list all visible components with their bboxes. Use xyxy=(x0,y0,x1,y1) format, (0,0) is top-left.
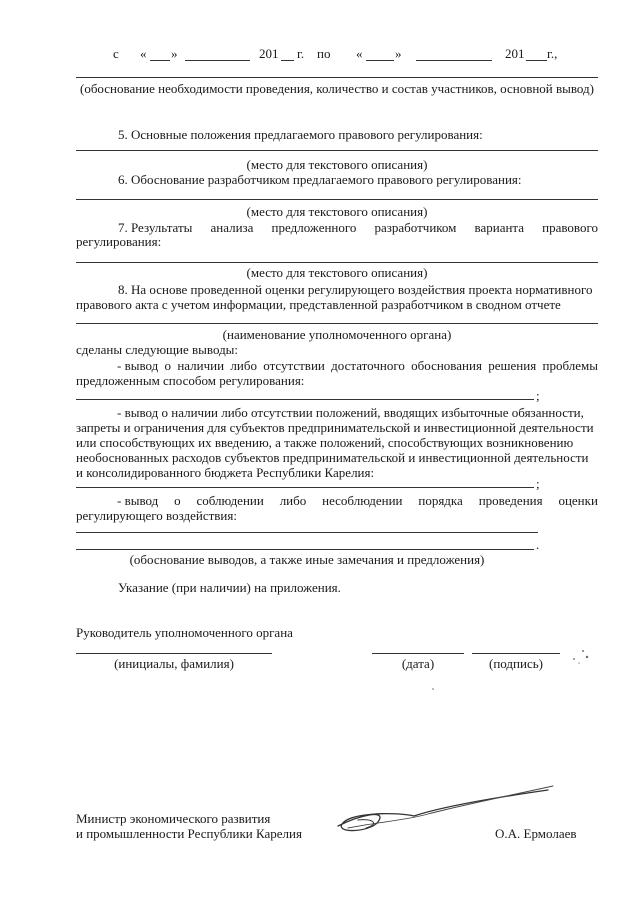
period-from-year-prefix: 201 xyxy=(259,46,279,61)
section-7-word: предложенного xyxy=(271,220,357,235)
conclusion-1-word: - вывод xyxy=(117,358,159,373)
conclusion-3-line-1 xyxy=(117,493,598,508)
section-5-line xyxy=(76,150,598,151)
period-from-day-blank xyxy=(150,60,170,61)
conclusion-1-word: отсутствии xyxy=(263,358,325,373)
period-to-quote-open: « xyxy=(356,46,363,61)
period-from-month-blank xyxy=(185,60,250,61)
period-from-year-suffix: г. xyxy=(297,46,305,61)
conclusion-1-word: достаточного xyxy=(331,358,405,373)
caption-org-name: (наименование уполномоченного органа) xyxy=(222,327,452,342)
conclusion-3-word: оценки xyxy=(558,493,598,508)
period-to-day-blank xyxy=(366,60,394,61)
section-7-word: правового xyxy=(542,220,598,235)
scan-specks xyxy=(565,645,595,670)
section-7-line-2: регулирования: xyxy=(76,234,162,249)
conclusion-3-word: порядка xyxy=(418,493,463,508)
caption-date: (дата) xyxy=(401,656,435,671)
conclusion-3-period: . xyxy=(536,537,540,552)
minister-title-line-2: и промышленности Республики Карелия xyxy=(76,826,302,841)
conclusion-2-line-1: - вывод о наличии либо отсутствии положений, вводящих избыточные обязанности, xyxy=(117,405,584,420)
conclusion-1-answer-line xyxy=(76,399,534,400)
caption-initials: (инициалы, фамилия) xyxy=(114,656,234,671)
period-to-year-blank xyxy=(526,60,547,61)
section-7-line xyxy=(76,262,598,263)
org-name-line xyxy=(76,323,598,324)
conclusion-1-word: решения xyxy=(488,358,537,373)
section-7-word: 7. Результаты xyxy=(118,220,193,235)
period-from-quote-close: » xyxy=(171,46,178,61)
caption-section-6: (место для текстового описания) xyxy=(246,204,428,219)
conclusion-3-word: соблюдении xyxy=(196,493,264,508)
conclusion-3-word: проведения xyxy=(478,493,543,508)
section-6-line xyxy=(76,199,598,200)
period-to-year-suffix: г., xyxy=(547,46,558,61)
head-title: Руководитель уполномоченного органа xyxy=(76,625,293,640)
conclusion-1-word: проблемы xyxy=(542,358,598,373)
period-from-year-blank xyxy=(281,60,294,61)
conclusion-3-word: несоблюдении xyxy=(322,493,403,508)
conclusion-2-line-3: или способствующих их введению, а также положений, способствующих возникновению xyxy=(76,435,574,450)
conclusion-2-line-2: запреты и ограничения для субъектов предпринимательской и инвестиционной деятельности xyxy=(76,420,594,435)
caption-conclusions: (обоснование выводов, а также иные замечания и предложения) xyxy=(129,552,485,567)
conclusion-3-line-2: регулирующего воздействия: xyxy=(76,508,237,523)
caption-section-7: (место для текстового описания) xyxy=(246,265,428,280)
section-8-line-1: 8. На основе проведенной оценки регулирующего воздействия проекта нормативного xyxy=(118,282,593,297)
period-to-month-blank xyxy=(416,60,492,61)
signature-line xyxy=(472,653,560,654)
conclusion-2-line-5: и консолидированного бюджета Республики Карелия: xyxy=(76,465,375,480)
caption-signature: (подпись) xyxy=(489,656,543,671)
conclusion-1-word: либо xyxy=(230,358,257,373)
section-7-word: варианта xyxy=(474,220,525,235)
minister-title-line-1: Министр экономического развития xyxy=(76,811,271,826)
date-line xyxy=(372,653,464,654)
period-from-prefix: с xyxy=(113,46,119,61)
scan-speck xyxy=(430,686,436,692)
conclusion-2-semicolon: ; xyxy=(536,476,540,491)
conclusion-1-word: обоснования xyxy=(411,358,482,373)
section-7-word: анализа xyxy=(210,220,254,235)
section-7-line-1 xyxy=(118,220,598,235)
justification-line xyxy=(76,77,598,78)
conclusion-2-line-4: необоснованных расходов субъектов предпринимательской и инвестиционной деятельности xyxy=(76,450,589,465)
period-to-word: по xyxy=(317,46,331,61)
period-to-year-prefix: 201 xyxy=(505,46,525,61)
conclusion-1-word: наличии xyxy=(177,358,225,373)
conclusion-3-answer-line-2 xyxy=(76,549,534,550)
period-from-quote-open: « xyxy=(140,46,147,61)
conclusion-3-answer-line-1 xyxy=(76,532,538,533)
conclusion-3-word: либо xyxy=(279,493,307,508)
section-7-word: разработчиком xyxy=(374,220,457,235)
conclusions-intro: сделаны следующие выводы: xyxy=(76,342,239,357)
conclusion-1-word: о xyxy=(164,358,172,373)
initials-line xyxy=(76,653,272,654)
section-6-heading: 6. Обоснование разработчиком предлагаемого правового регулирования: xyxy=(118,172,522,187)
conclusion-2-answer-line xyxy=(76,487,534,488)
caption-justification: (обоснование необходимости проведения, количество и состав участников, основной вывод) xyxy=(79,81,594,96)
conclusion-3-word: - вывод xyxy=(117,493,159,508)
conclusion-1-line-1 xyxy=(117,358,598,373)
conclusion-1-line-2: предложенным способом регулирования: xyxy=(76,373,305,388)
attachments-note: Указание (при наличии) на приложения. xyxy=(118,580,341,595)
minister-name: О.А. Ермолаев xyxy=(495,826,577,841)
section-5-heading: 5. Основные положения предлагаемого правового регулирования: xyxy=(118,127,483,142)
period-to-quote-close: » xyxy=(395,46,402,61)
caption-section-5: (место для текстового описания) xyxy=(246,157,428,172)
conclusion-3-word: о xyxy=(174,493,181,508)
section-8-line-2: правового акта с учетом информации, представленной разработчиком в сводном отчете xyxy=(76,297,561,312)
conclusion-1-semicolon: ; xyxy=(536,388,540,403)
